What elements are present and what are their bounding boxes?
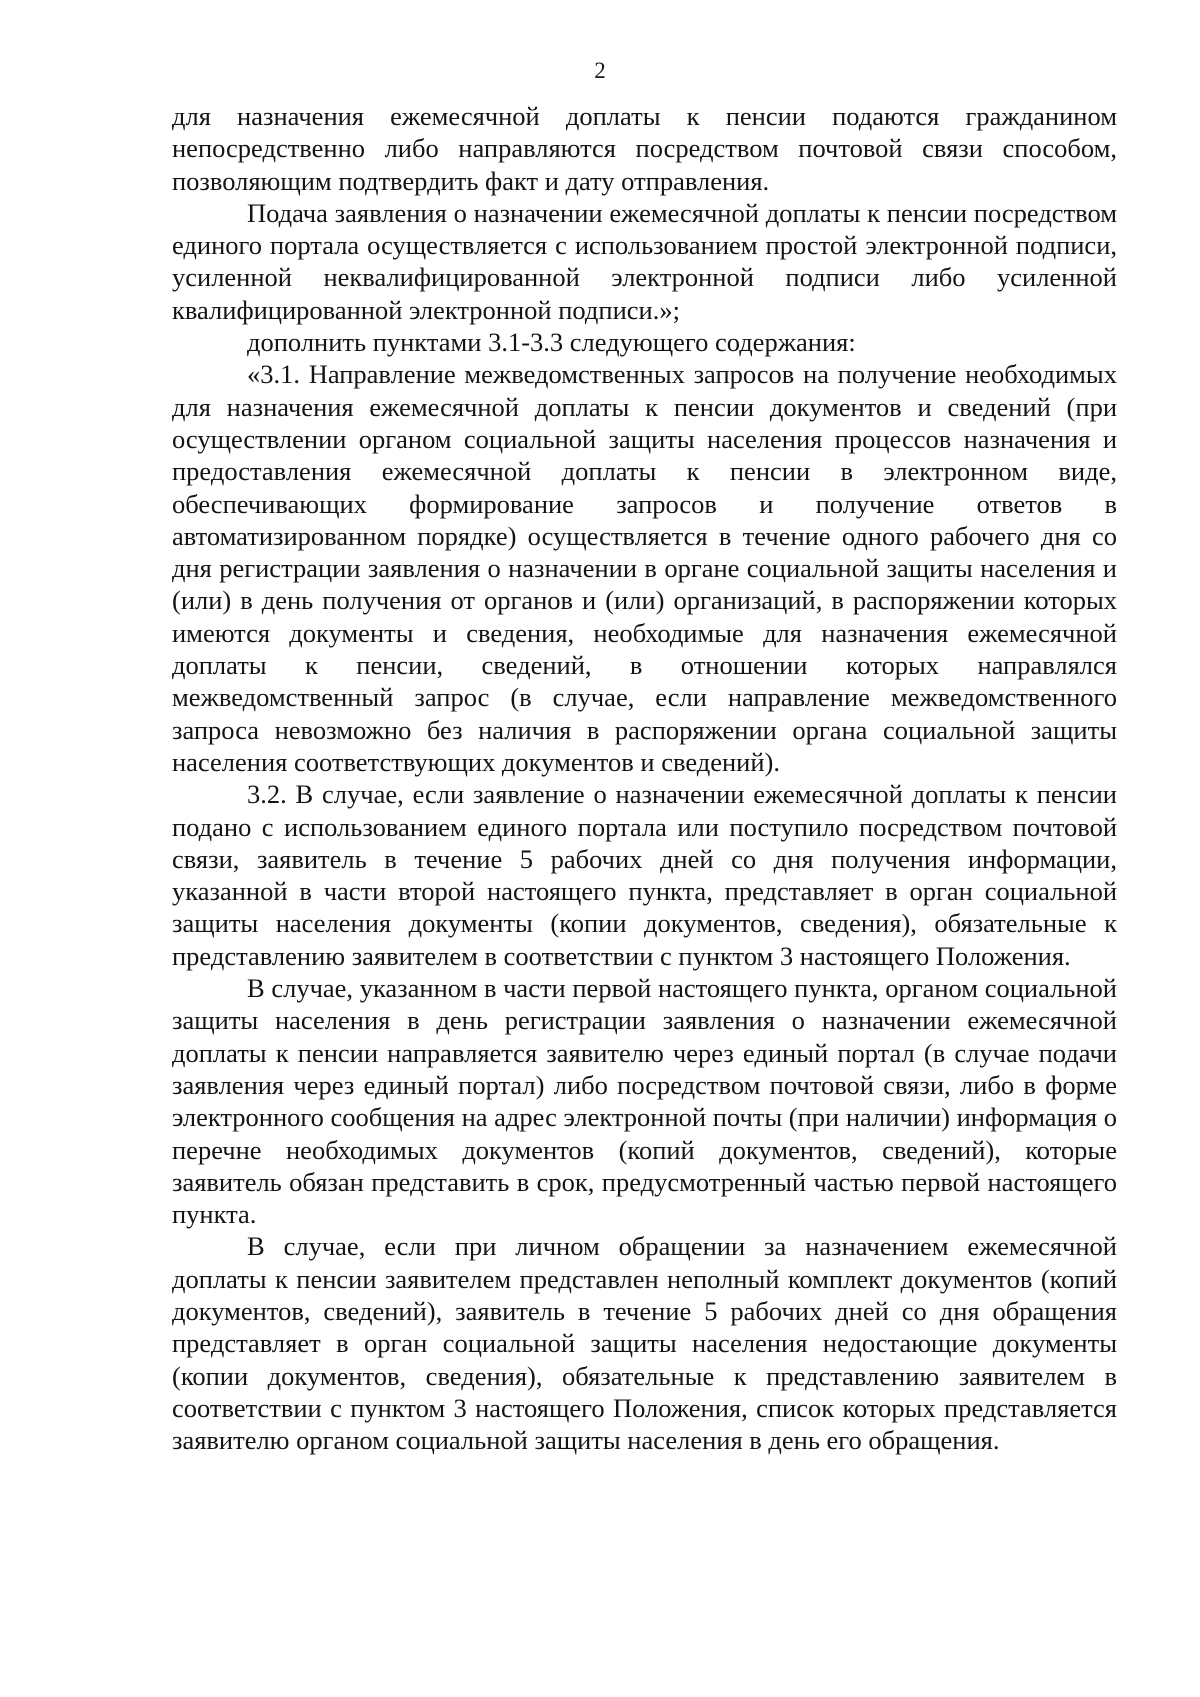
paragraph: Подача заявления о назначении ежемесячной доплаты к пенсии посредством единого портала осуществляется с использованием простой электронной подписи, усиленной неквалифицированной электронной подписи либо усиленной квалифицированной электронной подписи.»; <box>172 197 1117 325</box>
document-body <box>172 100 1117 1456</box>
paragraph: 3.2. В случае, если заявление о назначении ежемесячной доплаты к пенсии подано с использованием единого портала или поступило посредством почтовой связи, заявитель в течение 5 рабочих дней со дня получения информации, указанной в части второй настоящего пункта, представляет в орган социальной защиты населения документы (копии документов, сведения), обязательные к представлению заявителем в соответствии с пунктом 3 настоящего Положения. <box>172 779 1117 971</box>
paragraph: «3.1. Направление межведомственных запросов на получение необходимых для назначения ежемесячной доплаты к пенсии документов и сведений (при осуществлении органом социальной защиты населения процессов назначения и предоставления ежемесячной доплаты к пенсии в электронном виде, обеспечивающих формирование запросов и получение ответов в автоматизированном порядке) осуществляется в течение одного рабочего дня со дня регистрации заявления о назначении в органе социальной защиты населения и (или) в день получения от органов и (или) организаций, в распоряжении которых имеются документы и сведения, необходимые для назначения ежемесячной доплаты к пенсии, сведений, в отношении которых направлялся межведомственный запрос (в случае, если направление межведомственного запроса невозможно без наличия в распоряжении органа социальной защиты населения соответствующих документов и сведений). <box>172 359 1117 777</box>
paragraph: для назначения ежемесячной доплаты к пенсии подаются гражданином непосредственно либо направляются посредством почтовой связи способом, позволяющим подтвердить факт и дату отправления. <box>172 101 1117 196</box>
paragraph: дополнить пунктами 3.1-3.3 следующего содержания: <box>247 327 856 358</box>
paragraph: В случае, если при личном обращении за назначением ежемесячной доплаты к пенсии заявителем представлен неполный комплект документов (копий документов, сведений), заявитель в течение 5 рабочих дней со дня обращения представляет в орган социальной защиты населения недостающие документы (копии документов, сведения), обязательные к представлению заявителем в соответствии с пунктом 3 настоящего Положения, список которых представляется заявителю органом социальной защиты населения в день его обращения. <box>172 1231 1117 1456</box>
paragraph: В случае, указанном в части первой настоящего пункта, органом социальной защиты населения в день регистрации заявления о назначении ежемесячной доплаты к пенсии направляется заявителю через единый портал (в случае подачи заявления через единый портал) либо посредством почтовой связи, либо в форме электронного сообщения на адрес электронной почты (при наличии) информация о перечне необходимых документов (копий документов, сведений), которые заявитель обязан представить в срок, предусмотренный частью первой настоящего пункта. <box>172 973 1117 1230</box>
page-number: 2 <box>594 58 606 83</box>
